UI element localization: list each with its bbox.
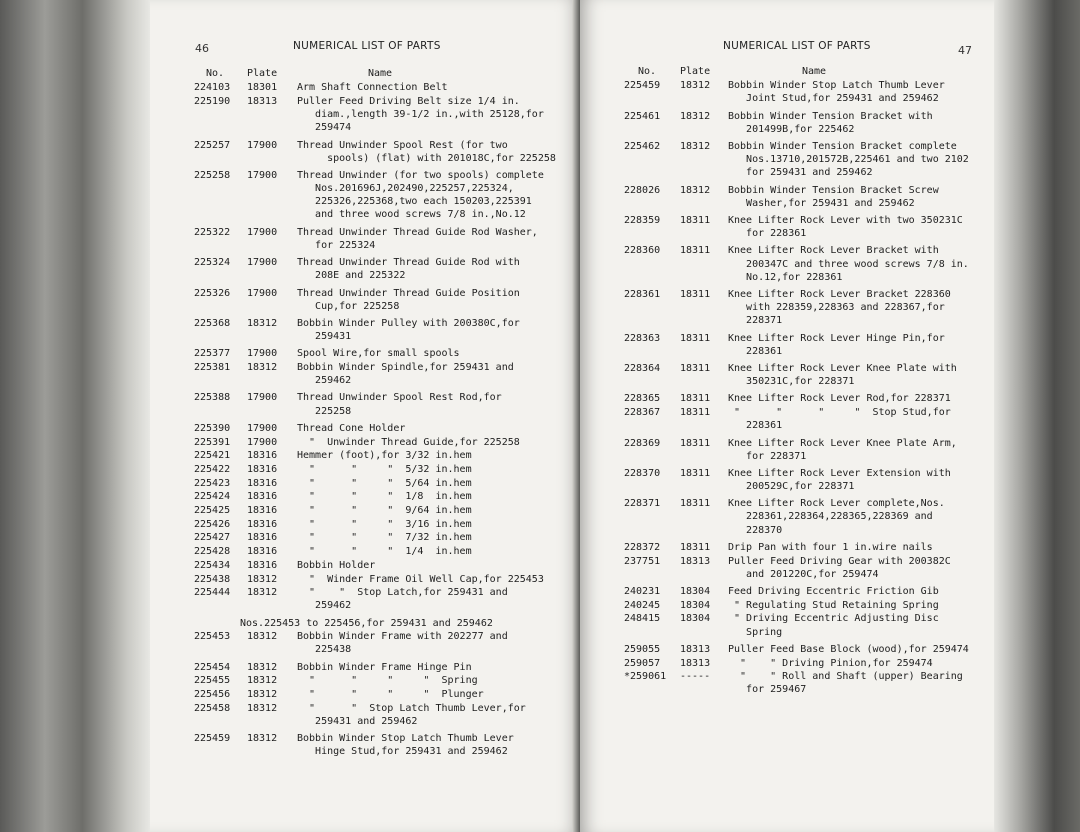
part-name-continued: for 225324 bbox=[297, 239, 376, 251]
part-name: Spool Wire,for small spools bbox=[297, 348, 460, 360]
part-name: Thread Unwinder Spool Rest (for two bbox=[297, 139, 508, 151]
part-number: 228361 bbox=[624, 289, 661, 300]
plate-number: 17900 bbox=[247, 139, 278, 151]
part-name: Thread Unwinder Thread Guide Position bbox=[297, 287, 520, 299]
part-number: 225459 bbox=[624, 80, 661, 92]
part-name-continued: diam.,length 39-1/2 in.,with 25128,for bbox=[297, 109, 544, 121]
plate-number: 18312 bbox=[247, 317, 278, 329]
part-name: " Unwinder Thread Guide,for 225258 bbox=[297, 436, 520, 448]
part-name: Bobbin Winder Tension Bracket with bbox=[728, 110, 933, 122]
plate-number: 18316 bbox=[247, 491, 278, 503]
part-name: " " Roll and Shaft (upper) Bearing bbox=[728, 671, 963, 683]
plate-number: 18312 bbox=[247, 702, 278, 714]
part-name: Thread Unwinder Thread Guide Rod with bbox=[297, 257, 520, 269]
plate-number: 17900 bbox=[247, 348, 278, 360]
part-name: Hemmer (foot),for 3/32 in.hem bbox=[297, 450, 472, 462]
part-name: " " Stop Latch Thumb Lever,for bbox=[297, 702, 526, 714]
plate-number: 18312 bbox=[247, 587, 278, 599]
plate-number: 18313 bbox=[247, 95, 278, 107]
part-name-continued: 228371 bbox=[728, 315, 783, 327]
plate-number: 18312 bbox=[247, 362, 278, 373]
part-number: 225455 bbox=[194, 675, 231, 687]
plate-number: 18312 bbox=[247, 631, 278, 643]
part-name-continued: for 259467 bbox=[728, 684, 807, 696]
part-name: Arm Shaft Connection Belt bbox=[297, 82, 448, 94]
part-number: 228359 bbox=[624, 215, 661, 226]
part-name: Bobbin Winder Frame Hinge Pin bbox=[297, 661, 472, 673]
part-name-continued: spools) (flat) with 201018C,for 225258 bbox=[297, 152, 556, 164]
plate-number: 18316 bbox=[247, 450, 278, 462]
plate-number: 18311 bbox=[680, 393, 711, 405]
part-name: Knee Lifter Rock Lever Rod,for 228371 bbox=[728, 393, 951, 405]
plate-number: 18311 bbox=[680, 467, 711, 479]
part-number: 225422 bbox=[194, 463, 231, 475]
part-number: 225462 bbox=[624, 141, 661, 152]
part-name: Thread Unwinder (for two spools) complete bbox=[297, 169, 544, 181]
book-edge-left bbox=[0, 0, 150, 832]
plate-number: 18316 bbox=[247, 532, 278, 544]
part-name-continued: and three wood screws 7/8 in.,No.12 bbox=[297, 209, 526, 221]
part-name: " Winder Frame Oil Well Cap,for 225453 bbox=[297, 573, 544, 585]
part-name-continued: and 201220C,for 259474 bbox=[728, 568, 879, 580]
part-number: 225453 bbox=[194, 631, 231, 643]
part-number: 240245 bbox=[624, 599, 661, 611]
part-name: Knee Lifter Rock Lever Bracket with bbox=[728, 245, 939, 257]
plate-number: 18313 bbox=[680, 657, 711, 669]
part-number: 224103 bbox=[194, 82, 231, 94]
part-number: 248415 bbox=[624, 613, 661, 625]
plate-number: 18312 bbox=[680, 184, 711, 196]
part-number: 225381 bbox=[194, 362, 231, 373]
part-number: 225368 bbox=[194, 317, 231, 329]
part-number: 225257 bbox=[194, 139, 231, 151]
plate-number: 18311 bbox=[680, 332, 711, 344]
part-name: Knee Lifter Rock Lever with two 350231C bbox=[728, 215, 963, 226]
part-name-continued: for 259431 and 259462 bbox=[728, 167, 873, 179]
part-number: 225459 bbox=[194, 733, 231, 745]
part-name: " Driving Eccentric Adjusting Disc bbox=[728, 613, 939, 625]
part-number: 225461 bbox=[624, 110, 661, 122]
part-name-continued: 208E and 225322 bbox=[297, 270, 406, 282]
part-name: " " " 1/4 in.hem bbox=[297, 546, 472, 558]
part-number: 225258 bbox=[194, 169, 231, 181]
part-number: 259057 bbox=[624, 657, 661, 669]
part-name: Knee Lifter Rock Lever Extension with bbox=[728, 467, 951, 479]
part-name: Thread Unwinder Spool Rest Rod,for bbox=[297, 392, 502, 404]
plate-number: ----- bbox=[680, 671, 711, 683]
page-header: NUMERICAL LIST OF PARTS bbox=[293, 40, 441, 52]
part-name: " " " 3/16 in.hem bbox=[297, 518, 472, 530]
part-number: 225434 bbox=[194, 559, 231, 571]
right-page bbox=[580, 0, 994, 832]
part-name: " " Stop Latch,for 259431 and bbox=[297, 587, 508, 599]
part-name-continued: 225326,225368,two each 150203,225391 bbox=[297, 196, 532, 208]
part-number: 225324 bbox=[194, 257, 231, 269]
part-name: Knee Lifter Rock Lever complete,Nos. bbox=[728, 498, 945, 510]
plate-number: 18316 bbox=[247, 477, 278, 489]
part-name: Puller Feed Driving Belt size 1/4 in. bbox=[297, 95, 520, 107]
plate-number: 18312 bbox=[247, 675, 278, 687]
part-number: 228369 bbox=[624, 437, 661, 449]
plate-number: 17900 bbox=[247, 287, 278, 299]
plate-number: 18311 bbox=[680, 245, 711, 257]
part-number: 259055 bbox=[624, 643, 661, 655]
part-name: " " " " Plunger bbox=[297, 689, 484, 701]
plate-number: 18311 bbox=[680, 541, 711, 553]
plate-number: 18304 bbox=[680, 599, 711, 611]
part-name-continued: with 228359,228363 and 228367,for bbox=[728, 302, 945, 314]
part-number: 228360 bbox=[624, 245, 661, 257]
part-name-continued: 259474 bbox=[297, 122, 352, 134]
plate-number: 18313 bbox=[680, 643, 711, 655]
part-number: 237751 bbox=[624, 555, 661, 567]
part-number: 228363 bbox=[624, 332, 661, 344]
plate-number: 18311 bbox=[680, 407, 711, 419]
part-number: 228370 bbox=[624, 467, 661, 479]
part-name: " " " " Stop Stud,for bbox=[728, 407, 951, 419]
part-number: 225190 bbox=[194, 95, 231, 107]
plate-number: 17900 bbox=[247, 392, 278, 404]
part-name: Puller Feed Base Block (wood),for 259474 bbox=[728, 643, 969, 655]
page-header: NUMERICAL LIST OF PARTS bbox=[723, 40, 871, 52]
part-name: " " " 5/64 in.hem bbox=[297, 477, 472, 489]
part-name: " " Driving Pinion,for 259474 bbox=[728, 657, 933, 669]
part-name-continued: 201499B,for 225462 bbox=[728, 123, 855, 135]
part-number: 228026 bbox=[624, 184, 661, 196]
plate-number: 18312 bbox=[247, 689, 278, 701]
part-number: 225423 bbox=[194, 477, 231, 489]
part-number: 240231 bbox=[624, 586, 661, 597]
part-name-continued: 228361 bbox=[728, 420, 783, 432]
part-name-continued: Washer,for 259431 and 259462 bbox=[728, 197, 915, 209]
plate-number: 18312 bbox=[247, 573, 278, 585]
part-name: Knee Lifter Rock Lever Knee Plate Arm, bbox=[728, 437, 957, 449]
part-number: 225427 bbox=[194, 532, 231, 544]
header-no: No. bbox=[638, 66, 657, 77]
plate-number: 18316 bbox=[247, 559, 278, 571]
part-name: Drip Pan with four 1 in.wire nails bbox=[728, 541, 933, 553]
part-number: 225391 bbox=[194, 436, 231, 448]
plate-number: 18312 bbox=[247, 733, 278, 745]
plate-number: 18316 bbox=[247, 463, 278, 475]
part-name-continued: 200347C and three wood screws 7/8 in. bbox=[728, 258, 969, 270]
part-name: " " " " Spring bbox=[297, 675, 478, 687]
header-name: Name bbox=[368, 68, 393, 79]
part-name-continued: Cup,for 225258 bbox=[297, 300, 400, 312]
part-name-continued: 228361 bbox=[728, 345, 783, 357]
part-name: Bobbin Winder Tension Bracket complete bbox=[728, 141, 957, 152]
part-number: 225377 bbox=[194, 348, 231, 360]
part-name-continued: 225258 bbox=[297, 405, 352, 417]
plate-number: 18311 bbox=[680, 363, 711, 374]
part-name-continued: for 228361 bbox=[728, 228, 807, 240]
plate-number: 18304 bbox=[680, 613, 711, 625]
part-name: Nos.225453 to 225456,for 259431 and 259462 bbox=[240, 617, 493, 629]
part-name: Bobbin Winder Frame with 202277 and bbox=[297, 631, 508, 643]
part-name: Thread Unwinder Thread Guide Rod Washer, bbox=[297, 226, 538, 238]
part-name: " Regulating Stud Retaining Spring bbox=[728, 599, 939, 611]
plate-number: 18312 bbox=[680, 110, 711, 122]
part-name-continued: 259462 bbox=[297, 600, 352, 612]
part-name-continued: 228361,228364,228365,228369 and bbox=[728, 511, 933, 523]
part-number: 225458 bbox=[194, 702, 231, 714]
part-number: 225444 bbox=[194, 587, 231, 599]
part-number: 228372 bbox=[624, 541, 661, 553]
part-name-continued: 225438 bbox=[297, 644, 352, 656]
plate-number: 18316 bbox=[247, 546, 278, 558]
plate-number: 17900 bbox=[247, 257, 278, 269]
part-number: 225456 bbox=[194, 689, 231, 701]
part-name: " " " 5/32 in.hem bbox=[297, 463, 472, 475]
part-number: 225421 bbox=[194, 450, 231, 462]
part-number: 228367 bbox=[624, 407, 661, 419]
part-name: " " " 1/8 in.hem bbox=[297, 491, 472, 503]
plate-number: 17900 bbox=[247, 226, 278, 238]
part-name: Knee Lifter Rock Lever Hinge Pin,for bbox=[728, 332, 945, 344]
plate-number: 17900 bbox=[247, 422, 278, 434]
part-number: 225425 bbox=[194, 505, 231, 516]
part-name: Bobbin Winder Stop Latch Thumb Lever bbox=[728, 80, 945, 92]
header-plate: Plate bbox=[680, 66, 711, 77]
plate-number: 18312 bbox=[247, 661, 278, 673]
part-name: Bobbin Holder bbox=[297, 559, 376, 571]
part-name-continued: 259431 bbox=[297, 331, 352, 343]
plate-number: 18301 bbox=[247, 82, 278, 94]
part-name-continued: 350231C,for 228371 bbox=[728, 376, 855, 388]
plate-number: 18316 bbox=[247, 505, 278, 516]
book-edge-right bbox=[994, 0, 1080, 832]
part-name: " " " 9/64 in.hem bbox=[297, 505, 472, 516]
part-number: *259061 bbox=[624, 671, 667, 683]
header-no: No. bbox=[206, 68, 225, 79]
part-name: " " " 7/32 in.hem bbox=[297, 532, 472, 544]
plate-number: 18311 bbox=[680, 437, 711, 449]
part-name-continued: 259462 bbox=[297, 375, 352, 387]
left-page bbox=[150, 0, 580, 832]
part-name: Thread Cone Holder bbox=[297, 422, 406, 434]
part-name-continued: for 228371 bbox=[728, 450, 807, 462]
part-name: Feed Driving Eccentric Friction Gib bbox=[728, 586, 939, 597]
part-name-continued: Spring bbox=[728, 626, 783, 638]
part-number: 225326 bbox=[194, 287, 231, 299]
part-name: Bobbin Winder Stop Latch Thumb Lever bbox=[297, 733, 514, 745]
part-number: 225424 bbox=[194, 491, 231, 503]
plate-number: 18311 bbox=[680, 289, 711, 300]
part-name-continued: Joint Stud,for 259431 and 259462 bbox=[728, 93, 939, 105]
page-number: 46 bbox=[195, 42, 209, 55]
part-name-continued: 259431 and 259462 bbox=[297, 715, 418, 727]
part-number: 225388 bbox=[194, 392, 231, 404]
part-number: 225426 bbox=[194, 518, 231, 530]
part-number: 228371 bbox=[624, 498, 661, 510]
plate-number: 17900 bbox=[247, 436, 278, 448]
part-name: Knee Lifter Rock Lever Knee Plate with bbox=[728, 363, 957, 374]
plate-number: 18313 bbox=[680, 555, 711, 567]
part-number: 228365 bbox=[624, 393, 661, 405]
part-name-continued: Nos.201696J,202490,225257,225324, bbox=[297, 183, 514, 195]
part-name-continued: 200529C,for 228371 bbox=[728, 481, 855, 493]
part-name: Puller Feed Driving Gear with 200382C bbox=[728, 555, 951, 567]
part-number: 225322 bbox=[194, 226, 231, 238]
part-name-continued: 228370 bbox=[728, 524, 783, 536]
part-number: 228364 bbox=[624, 363, 661, 374]
part-number: 225390 bbox=[194, 422, 231, 434]
plate-number: 17900 bbox=[247, 169, 278, 181]
part-name-continued: Hinge Stud,for 259431 and 259462 bbox=[297, 746, 508, 758]
part-name: Bobbin Winder Tension Bracket Screw bbox=[728, 184, 939, 196]
part-name-continued: No.12,for 228361 bbox=[728, 271, 843, 283]
part-name: Bobbin Winder Spindle,for 259431 and bbox=[297, 362, 514, 373]
part-number: 225428 bbox=[194, 546, 231, 558]
plate-number: 18311 bbox=[680, 498, 711, 510]
part-name: Bobbin Winder Pulley with 200380C,for bbox=[297, 317, 520, 329]
part-name: Knee Lifter Rock Lever Bracket 228360 bbox=[728, 289, 951, 300]
plate-number: 18304 bbox=[680, 586, 711, 597]
plate-number: 18316 bbox=[247, 518, 278, 530]
header-name: Name bbox=[802, 66, 827, 77]
part-number: 225438 bbox=[194, 573, 231, 585]
plate-number: 18312 bbox=[680, 141, 711, 152]
plate-number: 18312 bbox=[680, 80, 711, 92]
page-number: 47 bbox=[958, 44, 972, 57]
part-number: 225454 bbox=[194, 661, 231, 673]
plate-number: 18311 bbox=[680, 215, 711, 226]
header-plate: Plate bbox=[247, 68, 278, 79]
part-name-continued: Nos.13710,201572B,225461 and two 2102 bbox=[728, 154, 969, 166]
